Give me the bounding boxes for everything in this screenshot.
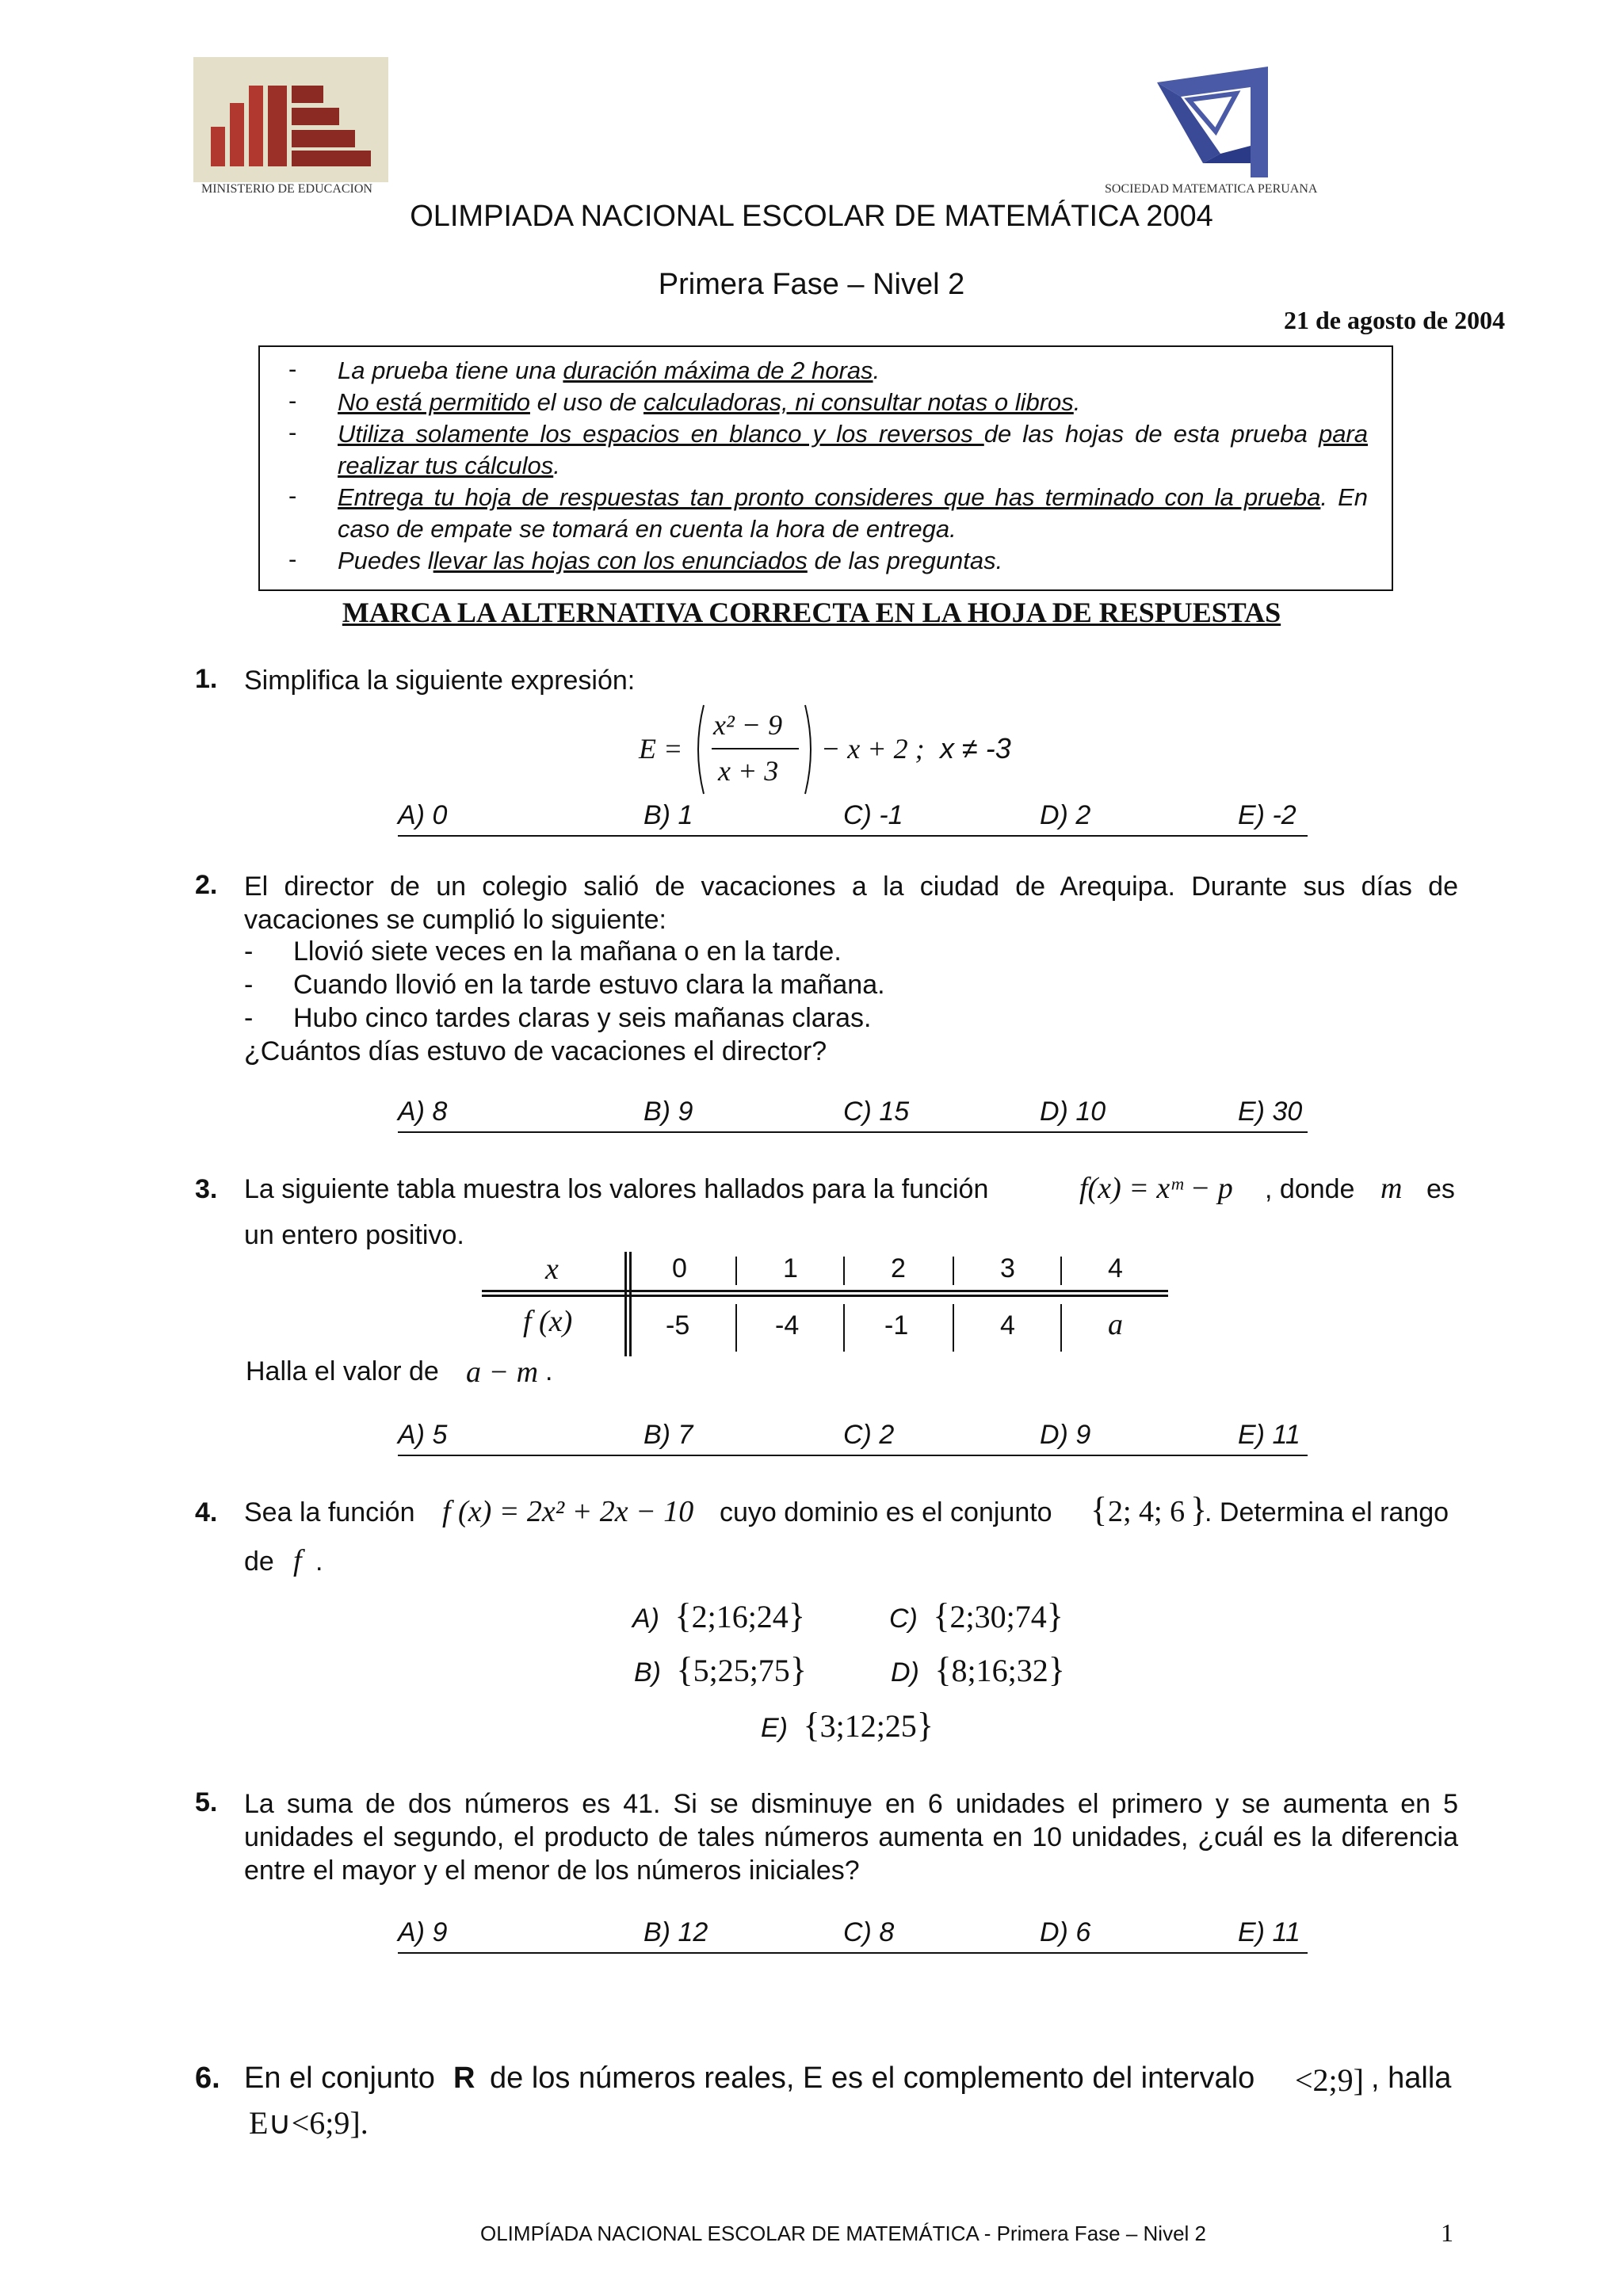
option-d: D) 2 (1040, 800, 1091, 830)
question-number: 1. (195, 664, 218, 694)
society-caption: SOCIEDAD MATEMATICA PERUANA (1105, 182, 1318, 196)
left-paren-icon (691, 702, 707, 797)
question-number: 6. (195, 2061, 220, 2095)
table-header-x: x (545, 1253, 559, 1286)
page-number: 1 (1441, 2218, 1453, 2247)
q3-function: f(x) = xᵐ − p (1079, 1172, 1233, 1205)
question-text: Simplifica la siguiente expresión: (244, 666, 636, 696)
option-a: A) 8 (398, 1097, 448, 1127)
rules-box: - La prueba tiene una duración máxima de 2 horas. - No está permitido el uso de calculadoras, ni consultar notas o libros. - Utiliza solamente los espacios en blanco y los reversos de las hojas de esta prueba para realizar tus cálculos. - Entrega tu hoja de respuestas tan pronto consideres que has terminado con la prueba. En caso de empate se tomará en cuenta la hora de entrega. - Puedes llevar las hojas con los enunciados de las preguntas. (258, 345, 1393, 591)
table-cell: 1 (783, 1253, 798, 1283)
option-a: A) 9 (398, 1917, 448, 1947)
option-c: C) -1 (843, 800, 903, 830)
option-e: E) 11 (1238, 1420, 1300, 1450)
exam-date: 21 de agosto de 2004 (1284, 306, 1506, 334)
option-e: E) -2 (1238, 800, 1296, 830)
option-d: D) 10 (1040, 1097, 1106, 1127)
option-b: B) 7 (643, 1420, 693, 1450)
table-cell: 0 (672, 1253, 687, 1283)
question-text: La suma de dos números es 41. Si se disminuye en 6 unidades el primero y se aumenta en 5 unidades el segundo, el producto de tales números aumenta en 10 unidades, ¿cuál es la diferencia entre el mayor y el menor de los números iniciales? (244, 1789, 1458, 1886)
q4-option-d: D) {8;16;32} (891, 1650, 1065, 1689)
ministry-logo (193, 57, 388, 182)
table-cell: 4 (1000, 1310, 1015, 1341)
option-c: C) 15 (843, 1097, 910, 1127)
option-b: B) 12 (643, 1917, 708, 1947)
option-c: C) 2 (843, 1420, 895, 1450)
q4-option-b: B) {5;25;75} (634, 1650, 807, 1689)
right-paren-icon (802, 702, 818, 797)
page-title: OLIMPIADA NACIONAL ESCOLAR DE MATEMÁTICA 2004 (410, 200, 1213, 233)
table-header-fx: f (x) (523, 1305, 573, 1338)
society-logo-icon (1157, 59, 1276, 177)
option-d: D) 6 (1040, 1917, 1091, 1947)
table-cell: 3 (1000, 1253, 1015, 1283)
ministry-caption: MINISTERIO DE EDUCACION (201, 182, 372, 196)
q4-option-a: A) {2;16;24} (632, 1596, 805, 1635)
footer-text: OLIMPÍADA NACIONAL ESCOLAR DE MATEMÁTICA - Primera Fase – Nivel 2 (480, 2222, 1206, 2245)
q1-numerator: x² − 9 (713, 709, 783, 741)
q4-domain: 2; 4; 6 (1108, 1495, 1186, 1528)
q3-options (398, 1420, 1308, 1456)
question-text: El director de un colegio salió de vacaciones a la ciudad de Arequipa. Durante sus días de vacaciones se cumplió lo siguiente: (244, 871, 1458, 935)
table-cell: 2 (891, 1253, 906, 1283)
option-c: C) 8 (843, 1917, 895, 1947)
q1-denominator: x + 3 (718, 755, 779, 787)
option-d: D) 9 (1040, 1420, 1091, 1450)
option-b: B) 9 (643, 1097, 693, 1127)
q1-options (398, 800, 1308, 837)
question-number: 4. (195, 1497, 218, 1527)
option-b: B) 1 (643, 800, 693, 830)
option-e: E) 30 (1238, 1097, 1303, 1127)
q2-options (398, 1097, 1308, 1133)
q1-expression: E = x² − 9 x + 3 − x + 2 ; x ≠ -3 (639, 702, 1083, 797)
q4-option-c: C) {2;30;74} (889, 1596, 1064, 1635)
option-e: E) 11 (1238, 1917, 1300, 1947)
q4-option-e: E) {3;12;25} (761, 1706, 934, 1745)
society-logo (1157, 59, 1276, 177)
values-table (482, 1252, 1168, 1363)
page-subtitle: Primera Fase – Nivel 2 (658, 268, 965, 301)
question-number: 2. (195, 870, 218, 900)
table-cell: -1 (884, 1310, 909, 1341)
table-cell: a (1108, 1308, 1123, 1341)
q4-function: f (x) = 2x² + 2x − 10 (442, 1495, 694, 1528)
q6-interval: <2;9] (1295, 2062, 1364, 2098)
option-a: A) 5 (398, 1420, 448, 1450)
question-number: 3. (195, 1174, 218, 1204)
fraction-bar (712, 748, 799, 749)
table-cell: -4 (775, 1310, 800, 1341)
table-cell: 4 (1108, 1253, 1123, 1283)
q5-options (398, 1917, 1308, 1954)
q1-condition: x ≠ -3 (940, 732, 1011, 765)
option-a: A) 0 (398, 800, 448, 830)
instruction-heading: MARCA LA ALTERNATIVA CORRECTA EN LA HOJA DE RESPUESTAS (342, 597, 1281, 628)
question-number: 5. (195, 1787, 218, 1817)
table-cell: -5 (666, 1310, 690, 1341)
ministry-logo-icon (193, 57, 388, 182)
